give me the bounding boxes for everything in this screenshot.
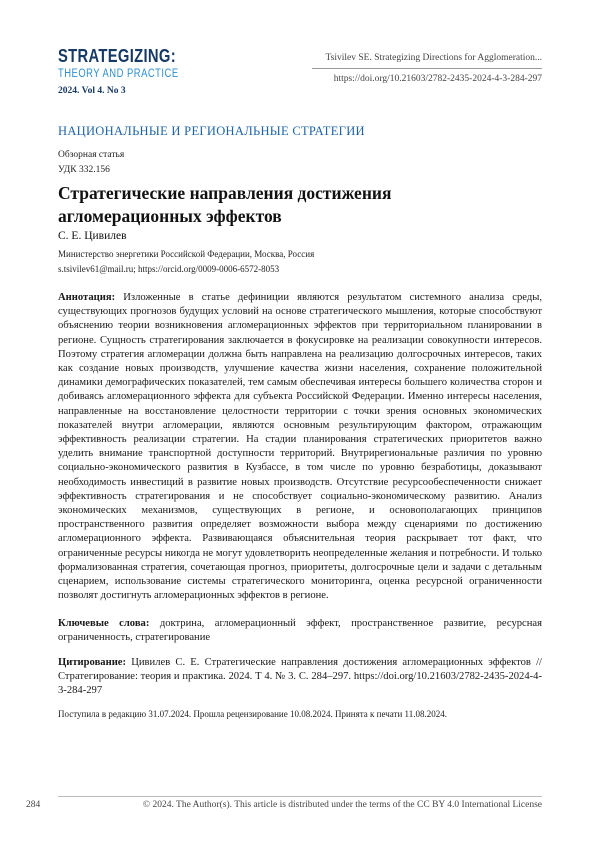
article-title: Стратегические направления достижения агломерационных эффектов (58, 183, 392, 226)
article-type: Обзорная статья (58, 150, 125, 160)
journal-volume: 2024. Vol 4. No 3 (58, 86, 126, 96)
journal-logo-subtitle: THEORY AND PRACTICE (58, 68, 179, 80)
citation-text: Цивилев С. Е. Стратегические направления достижения агломерационных эффектов // Стратегирование: теория и практика. 2024. Т 4. № 3. С. 284–297. https://doi.org/10.21603/2782-2435-2024-4-3-284-297 (58, 657, 542, 697)
header-divider (312, 68, 542, 69)
keywords-label: Ключевые слова: (58, 618, 150, 629)
abstract-label: Аннотация: (58, 292, 116, 303)
section-heading: НАЦИОНАЛЬНЫЕ И РЕГИОНАЛЬНЫЕ СТРАТЕГИИ (58, 124, 365, 138)
citation-label: Цитирование: (58, 657, 127, 668)
running-head-title: Tsivilev SE. Strategizing Directions for Agglomeration... (325, 53, 542, 63)
abstract-block (58, 291, 542, 603)
running-head-doi[interactable]: https://doi.org/10.21603/2782-2435-2024-4-3-284-297 (333, 74, 542, 84)
received-dates: Поступила в редакцию 31.07.2024. Прошла рецензирование 10.08.2024. Принята к печати 11.08.2024. (58, 709, 447, 719)
journal-logo-title: STRATEGIZING: (58, 46, 176, 66)
citation-block (58, 656, 542, 699)
license-notice: © 2024. The Author(s). This article is distributed under the terms of the CC BY 4.0 International License (142, 800, 542, 810)
page-number: 284 (26, 800, 41, 810)
author-contact[interactable]: s.tsivilev61@mail.ru; https://orcid.org/0009-0006-6572-8053 (58, 264, 280, 274)
udk-code: УДК 332.156 (58, 165, 110, 175)
abstract-text: Изложенные в статье дефиниции являются результатом системного анализа среды, существующих прогнозов будущих условий на основе стратегического мышления, которые способствуют объяснению теории возникновения агломерационных эффектов при территориальном планировании в регионе. Сущность стратегирования заключается в фокусировке на реализации совокупности интересов. Поэтому стратегия агломерации должна быть направлена на реализацию долгосрочных интересов, таких как создание новых производств, улучшение качества жизни населения, сохранение положительной динамики демографических показателей, тем самым обеспечивая интересы большего количества сторон и добиваясь агломерационного эффекта для субъекта Российской Федерации. Именно интересы населения, направленные на восстановление целостности территории с точки зрения основных экономических показателей внутри агломерации, являются основным результирующим фактором, отражающим эффективность реализации стратегии. На стадии планирования стратегических приоритетов важно уделить внимание транспортной доступности территорий. Внутрирегиональные различия по уровню социально-экономического развития в Кузбассе, в том числе по уровню безработицы, доказывают необходимость инвестиций в развитие новых производств. Отсутствие ресурсообеспеченности снижает эффективность стратегирования и не способствует социально-экономическому развитию. Анализ экономических механизмов, существующих в регионе, и основополагающих принципов пространственного развития определяет возможности выбора между сценариями по достижению агломерационного эффекта. Развивающаяся объяснительная теория раскрывает тот факт, что ограниченные ресурсы никогда не могут удовлетворить неопределенные желания и потребности. И только формализованная стратегия, сочетающая прогноз, приоритеты, долгосрочные цели и задачи с детальным сценарием, использование системы стратегического мониторинга, оценка ресурсной ограниченности позволят достигнуть агломерационных эффектов в регионе. (58, 292, 542, 602)
author-name: С. Е. Цивилев (58, 230, 127, 242)
footer-divider (58, 796, 542, 797)
keywords-text: доктрина, агломерационный эффект, пространственное развитие, ресурсная ограниченность, стратегирование (58, 618, 542, 644)
keywords-block (58, 617, 542, 645)
author-affiliation: Министерство энергетики Российской Федерации, Москва, Россия (58, 249, 315, 259)
